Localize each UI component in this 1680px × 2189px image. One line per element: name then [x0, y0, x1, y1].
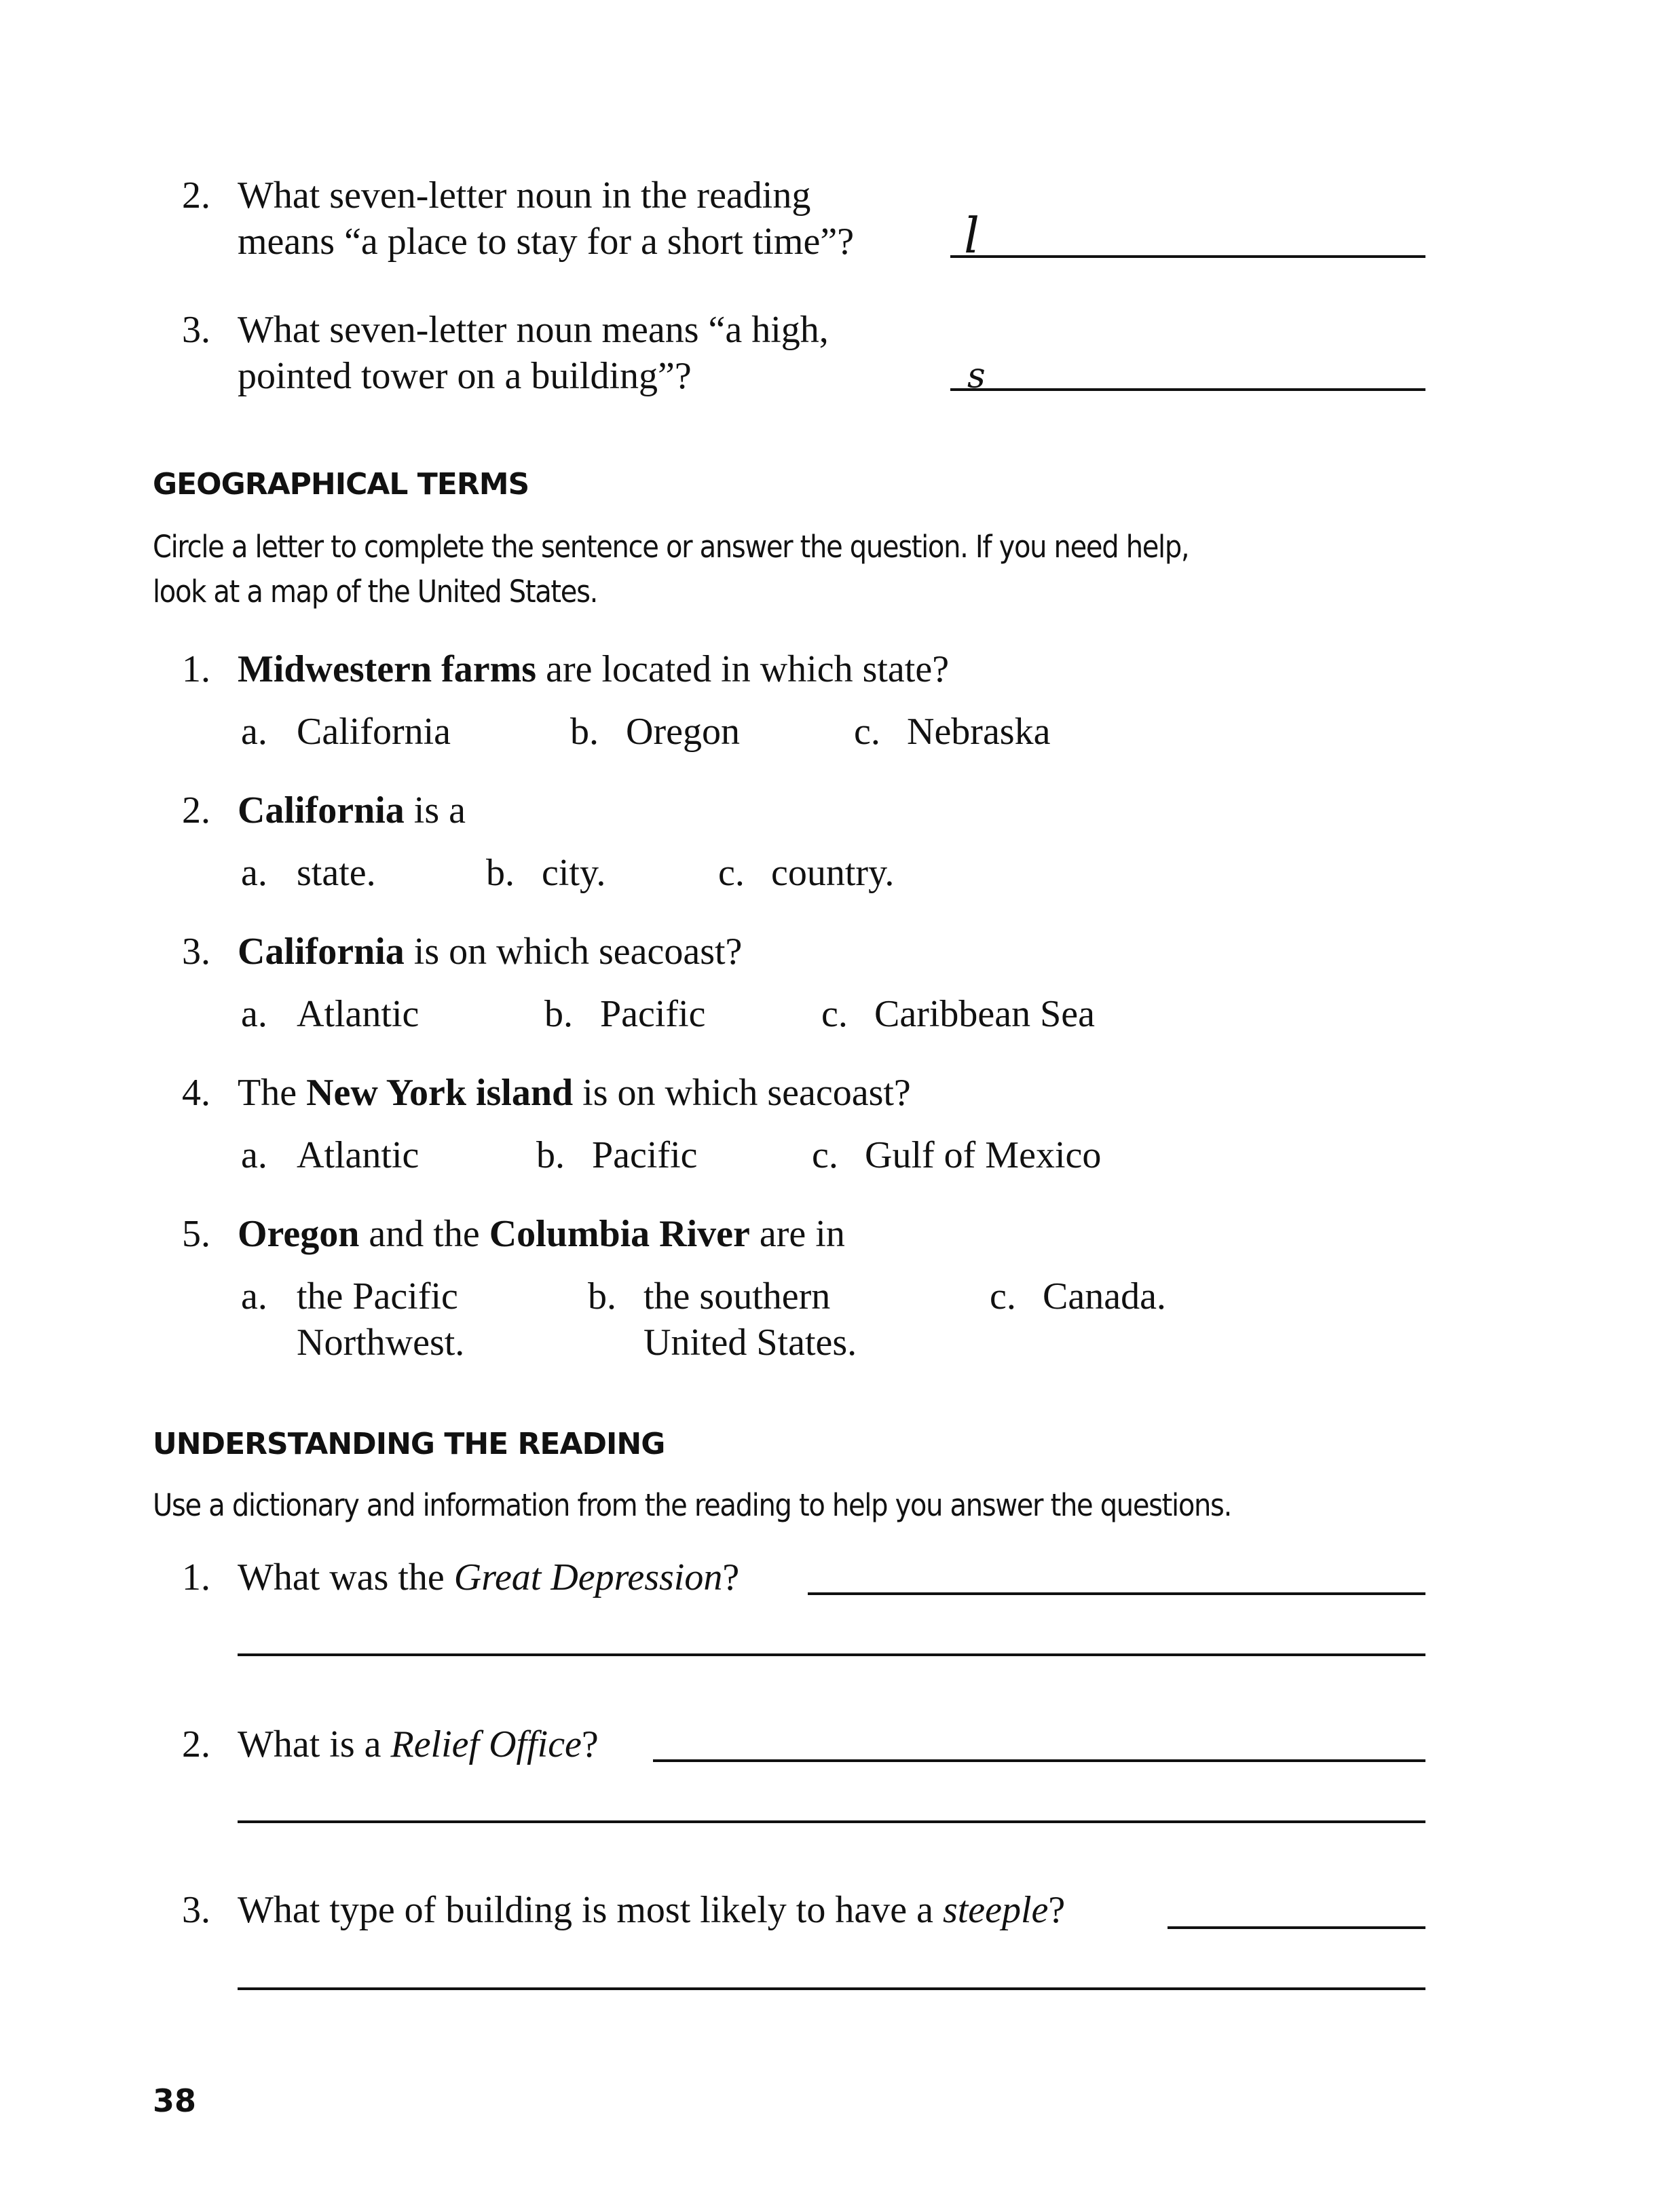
option-text: California	[297, 711, 451, 753]
answer-line-reading-1a[interactable]	[808, 1592, 1425, 1595]
question-text	[238, 646, 949, 692]
geo-instruction-line2: look at a map of the United States.	[153, 574, 598, 610]
question-pre: What was the	[238, 1556, 454, 1598]
option-letter: b.	[544, 993, 573, 1035]
section-heading-understanding-the-reading: UNDERSTANDING THE READING	[153, 1427, 665, 1461]
option-text: Canada.	[1043, 1275, 1166, 1317]
question-number: 3.	[182, 1889, 210, 1931]
question-text	[238, 1211, 845, 1257]
question-number: 2.	[182, 789, 210, 831]
option-letter: c.	[854, 711, 880, 753]
option-letter: a.	[241, 1275, 267, 1317]
reading-instruction: Use a dictionary and information from the reading to help you answer the questions.	[153, 1487, 1231, 1523]
handwritten-hint-s: s	[967, 356, 986, 396]
question-text	[238, 787, 466, 834]
question-number: 5.	[182, 1213, 210, 1255]
option-letter: c.	[812, 1134, 838, 1176]
geo-q4-option-a[interactable]	[241, 1132, 419, 1178]
question-bold-term: Midwestern farms	[238, 648, 537, 690]
option-text: Oregon	[626, 711, 740, 753]
geo-q1-option-a[interactable]	[241, 709, 451, 755]
question-bold-term: California	[238, 931, 405, 973]
answer-line-vocab-3[interactable]	[950, 388, 1425, 391]
option-letter: a.	[241, 711, 267, 753]
geo-q2-option-c[interactable]	[718, 850, 895, 896]
question-number: 3.	[182, 931, 210, 973]
geo-q4-option-c[interactable]	[812, 1132, 1102, 1178]
geo-q3-option-a[interactable]	[241, 991, 419, 1037]
question-bold-term: Oregon	[238, 1213, 360, 1255]
geo-q1-option-c[interactable]	[854, 709, 1051, 755]
answer-line-reading-1b[interactable]	[238, 1653, 1425, 1656]
answer-line-reading-3a[interactable]	[1168, 1926, 1425, 1929]
question-bold-term-2: Columbia River	[489, 1213, 750, 1255]
option-text: the southern	[643, 1275, 831, 1317]
option-text: city.	[542, 852, 606, 894]
question-post: ?	[581, 1723, 599, 1765]
option-letter: b.	[536, 1134, 565, 1176]
question-bold-term: California	[238, 789, 405, 831]
answer-line-reading-2b[interactable]	[238, 1820, 1425, 1823]
question-italic-term: steeple	[942, 1889, 1049, 1931]
option-letter: a.	[241, 852, 267, 894]
question-text-line2: pointed tower on a building”?	[238, 355, 692, 397]
option-letter: b.	[570, 711, 599, 753]
question-pre: The	[238, 1072, 307, 1114]
option-text: the Pacific	[297, 1275, 458, 1317]
geo-q3-option-c[interactable]	[821, 991, 1095, 1037]
page-number: 38	[153, 2082, 197, 2119]
geo-q2-option-a[interactable]	[241, 850, 376, 896]
geo-q2-option-b[interactable]	[486, 850, 606, 896]
option-letter: a.	[241, 1134, 267, 1176]
option-letter: c.	[990, 1275, 1016, 1317]
option-letter: b.	[486, 852, 515, 894]
geo-q1-option-b[interactable]	[570, 709, 740, 755]
question-number: 1.	[182, 1556, 210, 1598]
question-number: 2.	[182, 174, 210, 217]
geo-q5-option-b[interactable]	[588, 1273, 857, 1364]
handwritten-hint-l: l	[964, 207, 980, 264]
question-pre: What is a	[238, 1723, 391, 1765]
geo-q4-option-b[interactable]	[536, 1132, 698, 1178]
option-text-line2: United States.	[643, 1322, 857, 1364]
geo-q5-option-c[interactable]	[990, 1273, 1166, 1320]
answer-line-reading-3b[interactable]	[238, 1987, 1425, 1990]
option-letter: a.	[241, 993, 267, 1035]
question-italic-term: Great Depression	[453, 1556, 723, 1598]
answer-line-reading-2a[interactable]	[653, 1759, 1425, 1762]
question-text	[238, 1721, 599, 1767]
question-rest: is on which seacoast?	[404, 931, 743, 973]
geo-instruction-line1: Circle a letter to complete the sentence or answer the question. If you need help,	[153, 529, 1189, 565]
geo-q3-option-b[interactable]	[544, 991, 706, 1037]
question-mid: and the	[359, 1213, 489, 1255]
question-rest: are located in which state?	[536, 648, 950, 690]
question-post: ?	[1048, 1889, 1066, 1931]
option-letter: b.	[588, 1275, 616, 1317]
question-text	[238, 1887, 1065, 1933]
question-number: 3.	[182, 309, 210, 351]
question-text	[238, 1554, 739, 1601]
option-text: Atlantic	[297, 1134, 419, 1176]
option-text: Caribbean Sea	[874, 993, 1095, 1035]
option-letter: c.	[821, 993, 848, 1035]
question-number: 1.	[182, 648, 210, 690]
question-text-line1: What seven-letter noun in the reading	[238, 174, 811, 217]
option-text: Pacific	[600, 993, 706, 1035]
section-heading-geographical-terms: GEOGRAPHICAL TERMS	[153, 467, 529, 502]
question-rest: is on which seacoast?	[573, 1072, 911, 1114]
option-text: Atlantic	[297, 993, 419, 1035]
answer-line-vocab-2[interactable]	[950, 255, 1425, 258]
question-text	[238, 1070, 911, 1116]
option-text-line2: Northwest.	[297, 1322, 465, 1364]
geo-q5-option-a[interactable]	[241, 1273, 465, 1364]
question-post: ?	[722, 1556, 740, 1598]
question-pre: What type of building is most likely to have a	[238, 1889, 943, 1931]
question-text-line2: means “a place to stay for a short time”?	[238, 221, 855, 263]
question-italic-term: Relief Office	[390, 1723, 582, 1765]
option-text: Nebraska	[907, 711, 1051, 753]
question-rest: is a	[404, 789, 466, 831]
question-text-line1: What seven-letter noun means “a high,	[238, 309, 829, 351]
question-number: 4.	[182, 1072, 210, 1114]
question-number: 2.	[182, 1723, 210, 1765]
option-letter: c.	[718, 852, 745, 894]
option-text: Pacific	[592, 1134, 698, 1176]
question-text	[238, 929, 742, 975]
option-text: Gulf of Mexico	[865, 1134, 1102, 1176]
question-rest: are in	[749, 1213, 845, 1255]
option-text: state.	[297, 852, 376, 894]
option-text: country.	[771, 852, 895, 894]
question-bold-term: New York island	[306, 1072, 574, 1114]
